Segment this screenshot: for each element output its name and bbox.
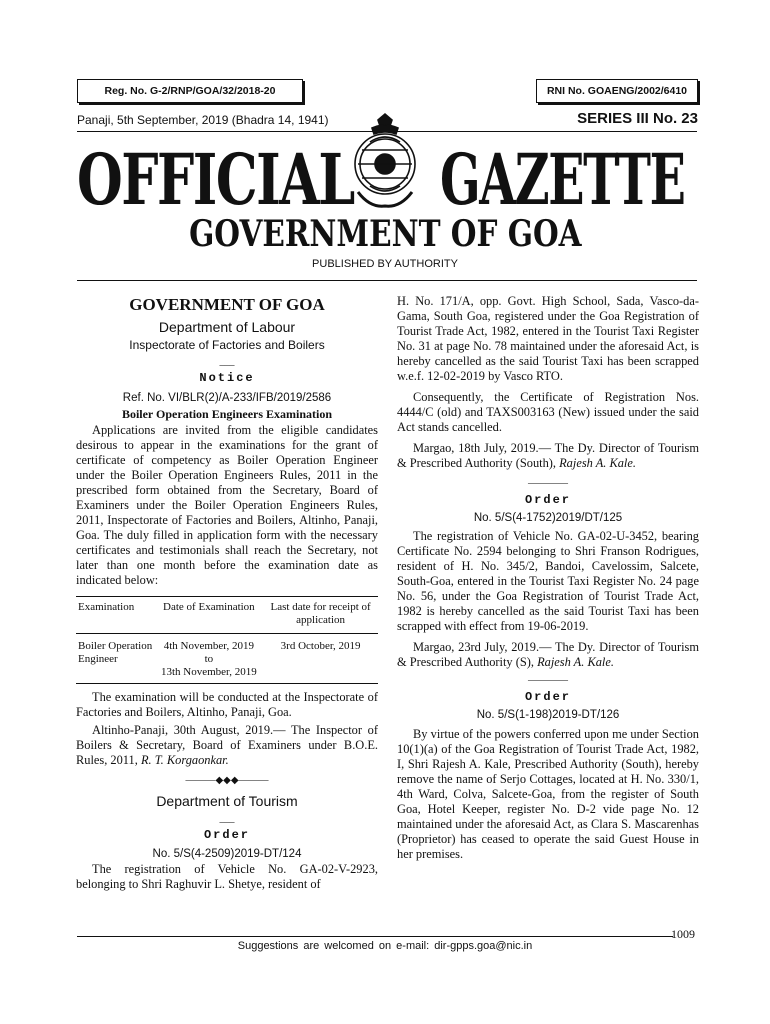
table-header-row bbox=[76, 597, 378, 634]
right-column bbox=[397, 294, 699, 862]
table-cell-last-date: 3rd October, 2019 bbox=[263, 634, 378, 684]
table-row bbox=[76, 634, 378, 684]
separator-dash: ___ bbox=[219, 813, 235, 824]
cancellation-paragraph: Consequently, the Certificate of Registration Nos. 4444/C (old) and TAXS003163 (New) issued under the said Act stands cancelled. bbox=[397, 390, 699, 434]
exam-schedule-table bbox=[76, 596, 378, 684]
section-divider: ———◆◆◆——— bbox=[185, 775, 269, 786]
order-label: Order bbox=[524, 690, 571, 704]
signature-paragraph: Margao, 23rd July, 2019.— The Dy. Director of Tourism & Prescribed Authority (S), Rajesh A. Kale. bbox=[397, 640, 699, 669]
published-by-authority: PUBLISHED BY AUTHORITY bbox=[312, 258, 458, 270]
banner-gazette: GAZETTE bbox=[440, 138, 685, 221]
signature-paragraph: Margao, 18th July, 2019.— The Dy. Director of Tourism & Prescribed Authority (South), Rajesh A. Kale. bbox=[397, 441, 699, 470]
order-continuation-paragraph: H. No. 171/A, opp. Govt. High School, Sada, Vasco-da-Gama, South Goa, registered under the Goa Registration of Tourist Trade Act, 1982, entered in the Tourist Taxi Register No. 31 at page No. 78 maintained under the aforesaid Act, is hereby cancelled as the said Tourist Taxi has been scrapped w.e.f. 12-02-2019 by Vasco RTO. bbox=[397, 294, 699, 383]
left-column bbox=[76, 294, 378, 892]
order-label: Order bbox=[524, 493, 571, 507]
order-number: No. 5/S(1-198)2019-DT/126 bbox=[476, 709, 620, 721]
table-header-examination: Examination bbox=[76, 597, 155, 634]
separator-dash: ___ bbox=[219, 356, 235, 367]
registration-number-box bbox=[77, 79, 303, 103]
exam-venue-paragraph: The examination will be conducted at the Inspectorate of Factories and Boilers, Altinho, Panaji, Goa. bbox=[76, 690, 378, 719]
order-number: No. 5/S(4-1752)2019/DT/125 bbox=[473, 512, 623, 524]
title-rule bbox=[77, 280, 697, 281]
table-cell-exam: Boiler Operation Engineer bbox=[76, 634, 155, 684]
order-number: No. 5/S(4-2509)2019-DT/124 bbox=[152, 848, 302, 860]
order-paragraph: By virtue of the powers conferred upon me under Section 10(1)(a) of the Goa Registration of Tourist Trade Act, 1982, I, Shri Rajesh A. Kale, Prescribed Authority (South), hereby remove the name of Serjo Cottages, located at H. No. 330/1, 4th Ward, Colva, Salcete-Goa, from the register of South Goa, Hotel Keeper, register No. D-2 vide page No. 12 maintained under the aforesaid Act, as Clara S. Mascarenhas (Proprietor) has ceased to operate the said Guest House in her premises. bbox=[397, 727, 699, 861]
state-emblem-icon bbox=[340, 112, 430, 212]
rni-number: RNI No. GOAENG/2002/6410 bbox=[546, 85, 688, 97]
department-tourism-heading: Department of Tourism bbox=[156, 793, 298, 809]
table-cell-date: 4th November, 2019 to 13th November, 2019 bbox=[155, 634, 264, 684]
separator-dash: ———— bbox=[528, 478, 568, 489]
footer-suggestions: Suggestions are welcomed on e-mail: dir-gpps.goa@nic.in bbox=[237, 940, 533, 952]
rni-number-box bbox=[536, 79, 698, 103]
section-heading-government: GOVERNMENT OF GOA bbox=[129, 295, 325, 314]
government-title: GOVERNMENT OF GOA bbox=[188, 213, 582, 255]
signature-paragraph: Altinho-Panaji, 30th August, 2019.— The Inspector of Boilers & Secretary, Board of Examiners under B.O.E. Rules, 2011, R. T. Korgaonkar. bbox=[76, 723, 378, 767]
department-labour-heading: Department of Labour bbox=[158, 319, 296, 335]
order-label: Order bbox=[203, 828, 250, 842]
notice-reference: Ref. No. VI/BLR(2)/A-233/IFB/2019/2586 bbox=[122, 392, 332, 404]
issue-date: Panaji, 5th September, 2019 (Bhadra 14, 1941) bbox=[77, 113, 329, 127]
signatory-name: Rajesh A. Kale. bbox=[537, 655, 614, 669]
order-paragraph: The registration of Vehicle No. GA-02-V-2923, belonging to Shri Raghuvir L. Shetye, resident of bbox=[76, 862, 378, 891]
signatory-name: Rajesh A. Kale. bbox=[559, 456, 636, 470]
table-header-date: Date of Examination bbox=[155, 597, 264, 634]
registration-number: Reg. No. G-2/RNP/GOA/32/2018-20 bbox=[104, 85, 276, 97]
inspectorate-heading: Inspectorate of Factories and Boilers bbox=[129, 338, 325, 352]
exam-title: Boiler Operation Engineers Examination bbox=[121, 407, 333, 421]
table-header-last-date: Last date for receipt of application bbox=[263, 597, 378, 634]
notice-paragraph: Applications are invited from the eligible candidates desirous to appear in the examinations for the grant of certificate of competency as Boiler Operation Engineer under the Boiler Operation Engineers Rules, 2011 in the prescribed form obtained from the Secretary, Board of Examiners under the Boiler Operation Engineers Rules, 2011, Inspectorate of Factories and Boilers, Altinho, Panaji, Goa. The duly filled in application form with the necessary certificates and testimonials shall reach the Secretary, not later than one month before the examination date as indicated below: bbox=[76, 423, 378, 587]
series-number: SERIES III No. 23 bbox=[577, 110, 698, 127]
signatory-name: R. T. Korgaonkar. bbox=[140, 753, 229, 767]
footer-rule bbox=[77, 936, 673, 937]
separator-dash: ———— bbox=[528, 675, 568, 686]
order-paragraph: The registration of Vehicle No. GA-02-U-3452, bearing Certificate No. 2594 belonging to Shri Franson Rodrigues, resident of H. No. 345/2, Bandoi, Cavelossim, Salcete, South-Goa, entered in the Tourist Taxi Register No. 24 page No. 56, under the Goa Registration of Tourist Trade Act, 1982 is hereby cancelled as the said Tourist Taxi has been scrapped with effect from 19-06-2019. bbox=[397, 529, 699, 633]
notice-label: Notice bbox=[199, 371, 255, 385]
page-number: 1009 bbox=[671, 927, 695, 941]
banner-official: OFFICIAL bbox=[77, 138, 354, 221]
